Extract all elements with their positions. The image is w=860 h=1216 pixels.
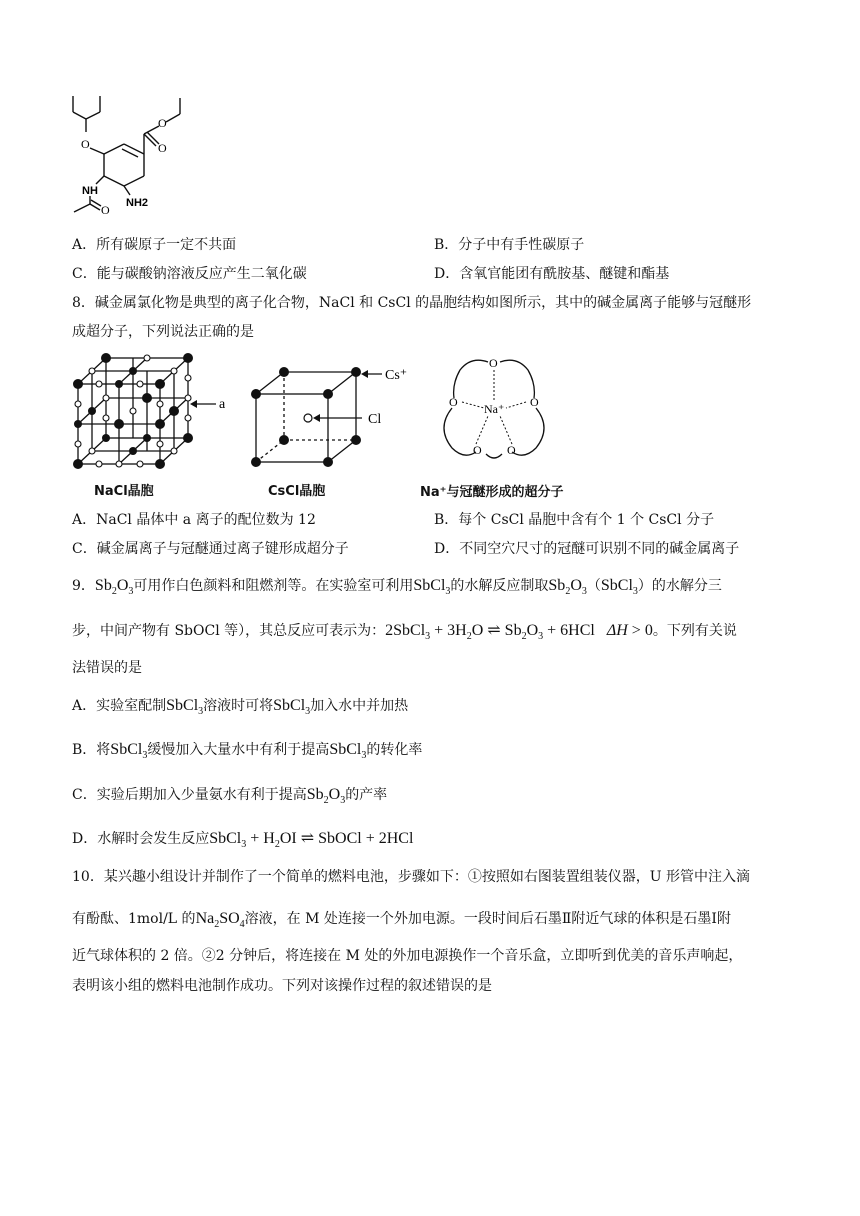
q7-molecule-structure bbox=[60, 88, 200, 220]
crown-oxygen-1: O bbox=[489, 356, 498, 370]
q9-stem-line-1: 9．$Sb_2O_3$可用作白色颜料和阻燃剂等。在实验室可利用SbCl$_3$的水解反应制取$Sb_2O_3(SbCl_3)$的水解分三 bbox=[72, 577, 722, 598]
crown-oxygen-3: O bbox=[530, 395, 539, 409]
nacl-unit-cell-figure bbox=[66, 348, 242, 476]
cscl-caption: CsCl晶胞 bbox=[268, 484, 326, 499]
q7-option-d: D．含氧官能团有酰胺基、醚键和酯基 bbox=[434, 266, 670, 282]
q7-nh2-label: NH2 bbox=[126, 197, 149, 209]
crown-ether-figure bbox=[426, 348, 566, 478]
q7-o-ether-label: O bbox=[81, 137, 90, 151]
q9-hydrolysis-equation: SbCl$_3$ + $H_2OI$ ⇌ SbOCl + 2HCl bbox=[209, 830, 414, 851]
q7-option-b: B．分子中有手性碳原子 bbox=[434, 237, 585, 253]
cscl-unit-cell-figure bbox=[244, 360, 420, 470]
q10-line-2: 有酚酞、1mol/L 的$Na_2SO_4$溶液，在 M 处连接一个外加电源。一段时间后石墨Ⅱ附近气球的体积是石墨Ⅰ附 bbox=[72, 910, 731, 931]
q9-option-c: C．实验后期加入少量氨水有利于提高$Sb_2O_3$的产率 bbox=[72, 786, 388, 807]
cscl-cs-label: Cs⁺ bbox=[385, 368, 408, 383]
q10-line-3: 近气球体积的 2 倍。②2 分钟后，将连接在 M 处的外加电源换作一个音乐盒，立即听到优美的音乐声响起， bbox=[72, 948, 743, 964]
q9-total-equation: 2SbCl$_3$ + $3H_2O$ ⇌ $Sb_2O_3 + 6HCl$ ΔH > 0 bbox=[385, 622, 653, 643]
q9-option-b: B．将SbCl$_3$缓慢加入大量水中有利于提高SbCl$_3$的转化率 bbox=[72, 741, 423, 762]
nacl-caption: NaCl晶胞 bbox=[94, 484, 154, 499]
crown-oxygen-4: O bbox=[473, 443, 482, 457]
q10-line-1: 10．某兴趣小组设计并制作了一个简单的燃料电池，步骤如下：①按照如右图装置组装仪器，U 形管中注入滴 bbox=[72, 869, 751, 885]
q7-option-a: A．所有碳原子一定不共面 bbox=[72, 237, 237, 253]
formula-sbcl3: SbCl$_3$ bbox=[413, 577, 451, 598]
q8-option-d: D．不同空穴尺寸的冠醚可识别不同的碱金属离子 bbox=[434, 541, 740, 557]
formula-sb2o3: $Sb_2O_3$ bbox=[548, 577, 587, 598]
q9-option-d: D．水解时会发生反应SbCl$_3$ + $H_2OI$ ⇌ SbOCl + 2HCl bbox=[72, 830, 414, 851]
q7-nh-label: NH bbox=[82, 185, 98, 197]
crown-caption: Na⁺与冠醚形成的超分子 bbox=[420, 485, 564, 500]
crown-oxygen-2: O bbox=[449, 395, 458, 409]
q7-option-c: C．能与碳酸钠溶液反应产生二氧化碳 bbox=[72, 266, 307, 282]
q8-option-b: B．每个 CsCl 晶胞中含有个 1 个 CsCl 分子 bbox=[434, 512, 715, 528]
q9-option-a: A．实验室配制SbCl$_3$溶液时可将SbCl$_3$加入水中并加热 bbox=[72, 697, 409, 718]
crown-oxygen-5: O bbox=[507, 443, 516, 457]
q10-line-4: 表明该小组的燃料电池制作成功。下列对该操作过程的叙述错误的是 bbox=[72, 978, 492, 994]
q7-o-amide-label: O bbox=[101, 203, 110, 217]
q8-stem-line-1: 8．碱金属氯化物是典型的离子化合物，NaCl 和 CsCl 的晶胞结构如图所示，其中的碱金属离子能够与冠醚形 bbox=[72, 295, 752, 311]
q8-option-a: A．NaCl 晶体中 a 离子的配位数为 12 bbox=[72, 512, 316, 528]
crown-na-center: Na⁺ bbox=[484, 402, 505, 416]
cscl-cl-label: Cl bbox=[368, 412, 382, 427]
q7-o-ester-label: O bbox=[158, 116, 167, 130]
q9-stem-line-2: 步，中间产物有 SbOCl 等），其总反应可表示为：2SbCl$_3$ + $3H_2O$ ⇌ $Sb_2O_3 + 6HCl$ ΔH > 0。下列有关说 bbox=[72, 622, 737, 643]
formula-sb2o3: $Sb_2O_3$ bbox=[94, 577, 134, 598]
formula-sbcl3: SbCl$_3$ bbox=[600, 577, 638, 598]
q9-stem-line-3: 法错误的是 bbox=[72, 660, 142, 676]
q7-o-carbonyl-label: O bbox=[158, 141, 167, 155]
nacl-a-label: a bbox=[219, 397, 226, 412]
q8-option-c: C．碱金属离子与冠醚通过离子键形成超分子 bbox=[72, 541, 349, 557]
q8-stem-line-2: 成超分子，下列说法正确的是 bbox=[72, 324, 254, 340]
formula-na2so4: $Na_2SO_4$ bbox=[195, 910, 245, 931]
